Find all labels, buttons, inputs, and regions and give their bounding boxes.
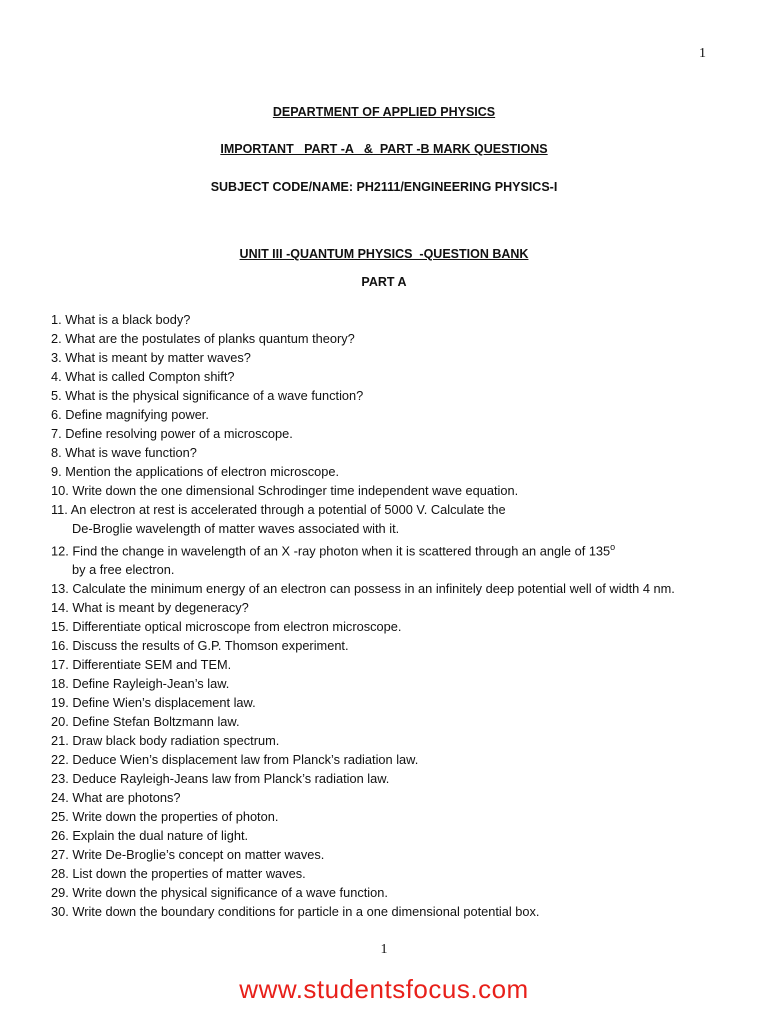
question-item: 13. Calculate the minimum energy of an electron can possess in an infinitely deep potential well of width 4 nm. xyxy=(51,581,675,597)
department-heading: DEPARTMENT OF APPLIED PHYSICS xyxy=(272,105,496,119)
question-item: 5. What is the physical significance of a wave function? xyxy=(51,388,364,403)
question-item: 7. Define resolving power of a microscope. xyxy=(51,426,293,441)
question-item: 8. What is wave function? xyxy=(51,445,197,460)
question-text: 12. Find the change in wavelength of an X -ray photon when it is scattered through an angle of 135 xyxy=(51,543,611,559)
question-item: 2. What are the postulates of planks quantum theory? xyxy=(51,331,355,346)
question-item: 29. Write down the physical significance of a wave function. xyxy=(51,885,388,901)
question-item: 30. Write down the boundary conditions for particle in a one dimensional potential box. xyxy=(51,904,540,920)
question-list xyxy=(51,310,721,921)
question-item: 11. An electron at rest is accelerated through a potential of 5000 V. Calculate the xyxy=(51,502,506,517)
question-item: 23. Deduce Rayleigh-Jeans law from Planck’s radiation law. xyxy=(51,771,390,787)
question-item: 6. Define magnifying power. xyxy=(51,407,209,422)
question-continuation: by a free electron. xyxy=(72,562,175,578)
question-continuation: De-Broglie wavelength of matter waves associated with it. xyxy=(72,521,400,536)
question-item: 25. Write down the properties of photon. xyxy=(51,809,279,825)
question-item: 22. Deduce Wien’s displacement law from Planck’s radiation law. xyxy=(51,752,419,768)
question-item: 19. Define Wien’s displacement law. xyxy=(51,695,256,711)
subject-heading: SUBJECT CODE/NAME: PH2111/ENGINEERING PHYSICS-I xyxy=(210,180,558,194)
degree-superscript: o xyxy=(610,542,616,552)
question-item: 9. Mention the applications of electron microscope. xyxy=(51,464,340,479)
question-item: 24. What are photons? xyxy=(51,790,181,806)
question-item: 4. What is called Compton shift? xyxy=(51,369,235,384)
question-item: 3. What is meant by matter waves? xyxy=(51,350,251,365)
question-item: 17. Differentiate SEM and TEM. xyxy=(51,657,232,673)
part-heading: PART A xyxy=(361,275,407,289)
question-item: 28. List down the properties of matter waves. xyxy=(51,866,306,882)
question-item: 21. Draw black body radiation spectrum. xyxy=(51,733,280,749)
footer-url[interactable]: www.studentsfocus.com xyxy=(239,974,529,1004)
important-heading: IMPORTANT PART -A & PART -B MARK QUESTIONS xyxy=(220,142,548,156)
page-number-top: 1 xyxy=(699,46,706,61)
question-item: 10. Write down the one dimensional Schrodinger time independent wave equation. xyxy=(51,483,519,498)
question-item xyxy=(51,538,721,560)
page-number-bottom: 1 xyxy=(380,942,388,957)
unit-heading: UNIT III -QUANTUM PHYSICS -QUESTION BANK xyxy=(239,247,529,261)
question-item: 15. Differentiate optical microscope from electron microscope. xyxy=(51,619,402,635)
question-item: 26. Explain the dual nature of light. xyxy=(51,828,249,844)
question-item: 1. What is a black body? xyxy=(51,312,191,327)
question-item: 14. What is meant by degeneracy? xyxy=(51,600,249,616)
question-item: 27. Write De-Broglie’s concept on matter waves. xyxy=(51,847,325,863)
question-item: 18. Define Rayleigh-Jean’s law. xyxy=(51,676,230,692)
question-item: 16. Discuss the results of G.P. Thomson experiment. xyxy=(51,638,349,654)
question-item: 20. Define Stefan Boltzmann law. xyxy=(51,714,240,730)
